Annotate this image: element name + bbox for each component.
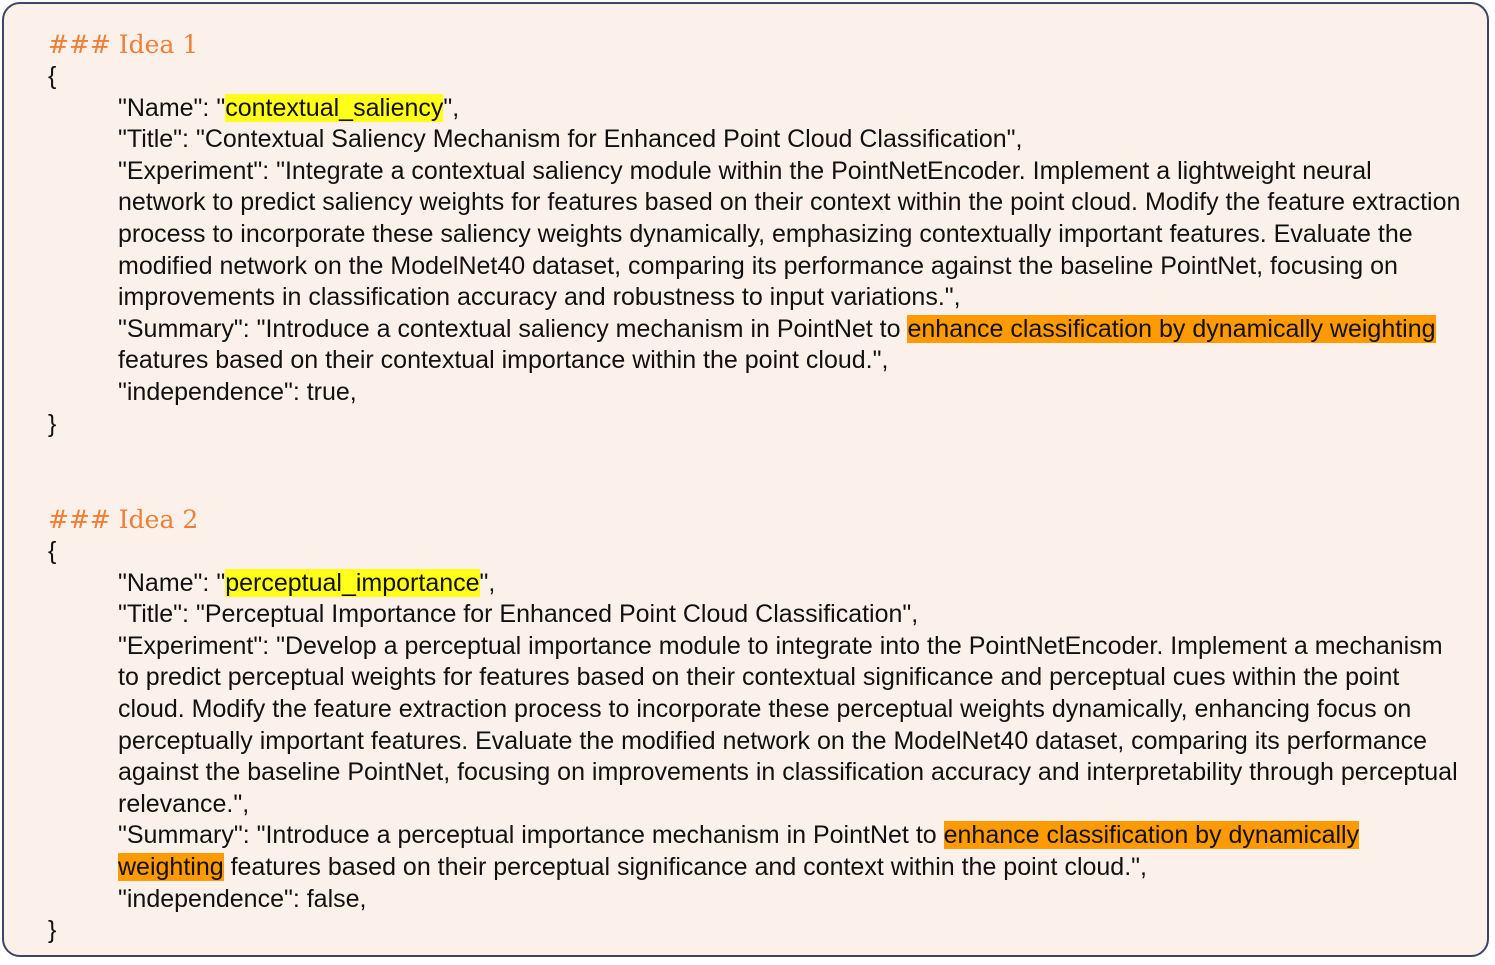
name-field: [118, 568, 1463, 600]
idea-block-2: [48, 504, 1463, 947]
name-value-highlight: perceptual_importance: [225, 568, 480, 597]
close-brace: }: [48, 916, 57, 945]
open-brace: {: [48, 62, 57, 90]
idea-heading: ### Idea 2: [48, 505, 199, 534]
idea-block-1: [48, 29, 1463, 440]
name-key: "Name": ": [118, 93, 226, 122]
summary-text-end: features based on their contextual importance within the point cloud.",: [118, 346, 889, 375]
summary-field: [118, 314, 1463, 377]
name-suffix: ",: [443, 93, 460, 122]
independence-field: "independence": false,: [118, 884, 367, 913]
summary-text: "Summary": "Introduce a perceptual importance mechanism in PointNet to: [118, 821, 944, 850]
open-brace: {: [48, 537, 57, 565]
title-field: "Title": "Perceptual Importance for Enhanced Point Cloud Classification",: [118, 600, 919, 629]
summary-text: "Summary": "Introduce a contextual saliency mechanism in PointNet to: [118, 314, 908, 343]
summary-highlight: enhance classification by dynamically weighting: [907, 314, 1436, 343]
experiment-field: "Experiment": "Integrate a contextual saliency module within the PointNetEncoder. Implement a lightweight neural network to predict saliency weights for features based on their context within the point cloud. Modify the feature extraction process to incorporate these saliency weights dynamically, emphasizing contextually important features. Evaluate the modified network on the ModelNet40 dataset, comparing its performance against the baseline PointNet, focusing on improvements in classification accuracy and robustness to input variations.",: [118, 156, 1461, 312]
idea-heading: ### Idea 1: [48, 30, 199, 59]
summary-field: [118, 820, 1463, 883]
experiment-field: "Experiment": "Develop a perceptual importance module to integrate into the PointNetEncoder. Implement a mechanism to predict perceptual weights for features based on their contextual significance and perceptual cues within the point cloud. Modify the feature extraction process to incorporate these perceptual weights dynamically, enhancing focus on perceptually important features. Evaluate the modified network on the ModelNet40 dataset, comparing its performance against the baseline PointNet, focusing on improvements in classification accuracy and interpretability through perceptual relevance.",: [118, 631, 1458, 818]
independence-field: "independence": true,: [118, 377, 357, 406]
ideas-panel: [2, 2, 1489, 957]
name-key: "Name": ": [118, 568, 226, 597]
summary-highlight: enhance classification by dynamically weighting: [118, 821, 1360, 881]
summary-text-end: features based on their perceptual significance and context within the point cloud.",: [223, 852, 1147, 881]
name-field: [118, 93, 1463, 125]
title-field: "Title": "Contextual Saliency Mechanism for Enhanced Point Cloud Classification",: [118, 125, 1023, 154]
close-brace: }: [48, 409, 57, 438]
name-value-highlight: contextual_saliency: [225, 93, 444, 122]
name-suffix: ",: [479, 568, 496, 597]
